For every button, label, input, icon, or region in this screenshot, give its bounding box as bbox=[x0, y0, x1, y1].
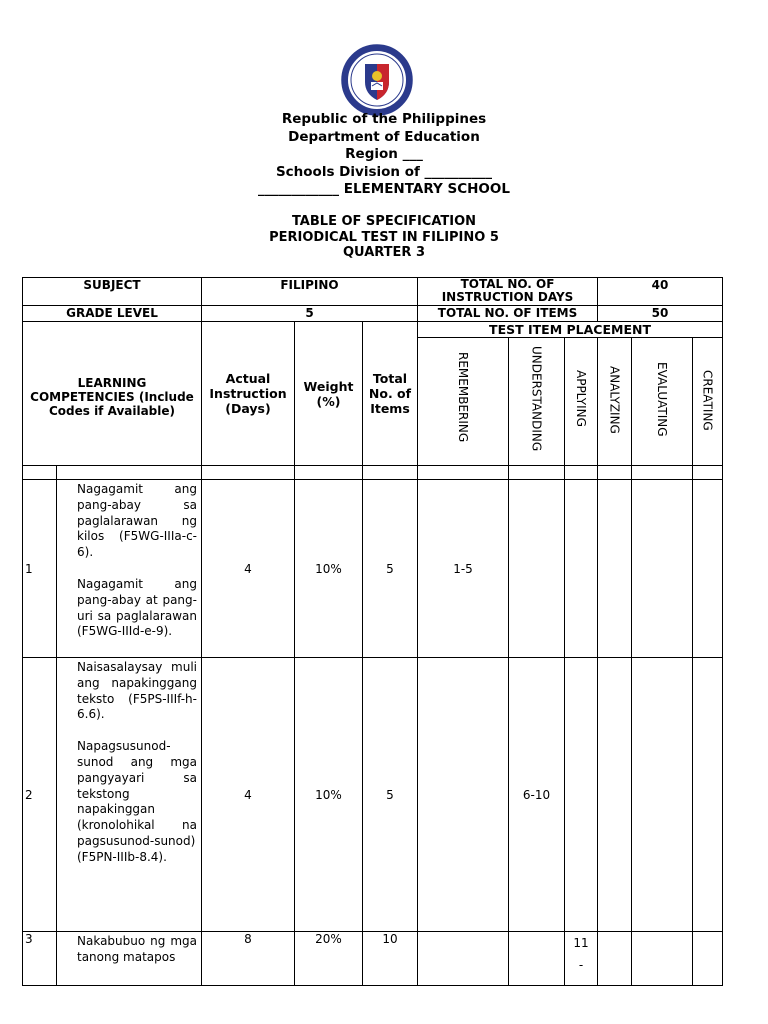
deped-seal-logo bbox=[341, 44, 413, 116]
competency-cell bbox=[57, 932, 202, 986]
days-cell: 4 bbox=[202, 480, 295, 658]
competency-text: Naisasalaysay muli ang napakinggang teksto (F5PS-IIIf-h-6.6). bbox=[77, 660, 197, 722]
level-evaluating bbox=[632, 338, 693, 466]
competency-text: Nagagamit ang pang-abay sa paglalarawan ng kilos (F5WG-IIIa-c-6). bbox=[77, 482, 197, 560]
table-row bbox=[23, 932, 723, 986]
total-items-header: Total No. of Items bbox=[363, 322, 418, 466]
remembering-cell bbox=[418, 932, 509, 986]
placement-row bbox=[23, 322, 723, 338]
level-analyzing bbox=[598, 338, 632, 466]
info-row-grade bbox=[23, 306, 723, 322]
total-cell: 10 bbox=[363, 932, 418, 986]
level-label: REMEMBERING bbox=[456, 352, 470, 443]
analyzing-cell bbox=[598, 480, 632, 658]
title-line-1: TABLE OF SPECIFICATION bbox=[291, 214, 477, 229]
creating-cell bbox=[693, 932, 723, 986]
header-line-division: Schools Division of __________ bbox=[275, 163, 493, 180]
applying-cell: 11 - bbox=[565, 932, 598, 986]
competency-text: Nagagamit ang pang-abay at pang-uri sa paglalarawan (F5WG-IIId-e-9). bbox=[77, 576, 197, 639]
remembering-cell: 1-5 bbox=[418, 480, 509, 658]
placement-header: TEST ITEM PLACEMENT bbox=[418, 322, 723, 338]
competency-cell bbox=[57, 480, 202, 658]
row-number: 2 bbox=[23, 658, 57, 932]
level-applying bbox=[565, 338, 598, 466]
items-value: 50 bbox=[598, 306, 723, 322]
subject-label: SUBJECT bbox=[23, 278, 202, 306]
total-cell: 5 bbox=[363, 658, 418, 932]
level-remembering bbox=[418, 338, 509, 466]
header-line-region: Region ___ bbox=[345, 146, 423, 162]
weight-cell: 20% bbox=[295, 932, 363, 986]
competency-text: Nakabubuo ng mga tanong matapos bbox=[77, 934, 197, 964]
row-number: 1 bbox=[23, 480, 57, 658]
level-label: EVALUATING bbox=[655, 362, 670, 437]
days-cell: 4 bbox=[202, 658, 295, 932]
competency-text: Napagsusunod-sunod ang mga pangyayari sa tekstong napakinggan (kronolohikal na pagsusunod-sunod) (F5PN-IIIb-8.4). bbox=[77, 739, 197, 864]
title-line-2: PERIODICAL TEST IN FILIPINO 5 bbox=[269, 229, 499, 245]
level-creating bbox=[693, 338, 723, 466]
info-row-subject bbox=[23, 278, 723, 306]
total-cell: 5 bbox=[363, 480, 418, 658]
creating-cell bbox=[693, 480, 723, 658]
understanding-cell bbox=[509, 480, 565, 658]
weight-header: Weight (%) bbox=[295, 322, 363, 466]
row-number: 3 bbox=[23, 932, 57, 986]
subject-value: FILIPINO bbox=[202, 278, 418, 306]
weight-cell: 10% bbox=[295, 658, 363, 932]
applying-cell bbox=[565, 658, 598, 932]
level-label: CREATING bbox=[700, 370, 715, 431]
table-row bbox=[23, 480, 723, 658]
competency-cell bbox=[57, 658, 202, 932]
weight-cell: 10% bbox=[295, 480, 363, 658]
understanding-cell bbox=[509, 932, 565, 986]
applying-cell bbox=[565, 480, 598, 658]
items-label: TOTAL NO. OF ITEMS bbox=[418, 306, 598, 322]
analyzing-cell bbox=[598, 932, 632, 986]
understanding-cell: 6-10 bbox=[509, 658, 565, 932]
document-title bbox=[0, 214, 768, 261]
specification-table bbox=[22, 277, 723, 986]
grade-value: 5 bbox=[202, 306, 418, 322]
level-understanding bbox=[509, 338, 565, 466]
table-row bbox=[23, 658, 723, 932]
analyzing-cell bbox=[598, 658, 632, 932]
title-line-3: QUARTER 3 bbox=[342, 245, 426, 260]
days-header: Actual Instruction (Days) bbox=[202, 322, 295, 466]
evaluating-cell bbox=[632, 480, 693, 658]
header-line-school: ____________ ELEMENTARY SCHOOL bbox=[258, 181, 510, 197]
grade-label: GRADE LEVEL bbox=[23, 306, 202, 322]
agency-header bbox=[0, 111, 768, 199]
creating-cell bbox=[693, 658, 723, 932]
remembering-cell bbox=[418, 658, 509, 932]
evaluating-cell bbox=[632, 658, 693, 932]
level-label: UNDERSTANDING bbox=[529, 346, 544, 452]
competencies-header: LEARNING COMPETENCIES (Include Codes if Available) bbox=[23, 322, 202, 466]
level-label: APPLYING bbox=[574, 370, 589, 427]
header-line-republic: Republic of the Philippines bbox=[281, 111, 487, 127]
days-cell: 8 bbox=[202, 932, 295, 986]
header-line-department: Department of Education bbox=[288, 128, 480, 145]
days-value: 40 bbox=[598, 278, 723, 306]
evaluating-cell bbox=[632, 932, 693, 986]
spacer-row bbox=[23, 466, 723, 480]
days-label: TOTAL NO. OF INSTRUCTION DAYS bbox=[418, 278, 598, 306]
level-label: ANALYZING bbox=[607, 366, 622, 434]
